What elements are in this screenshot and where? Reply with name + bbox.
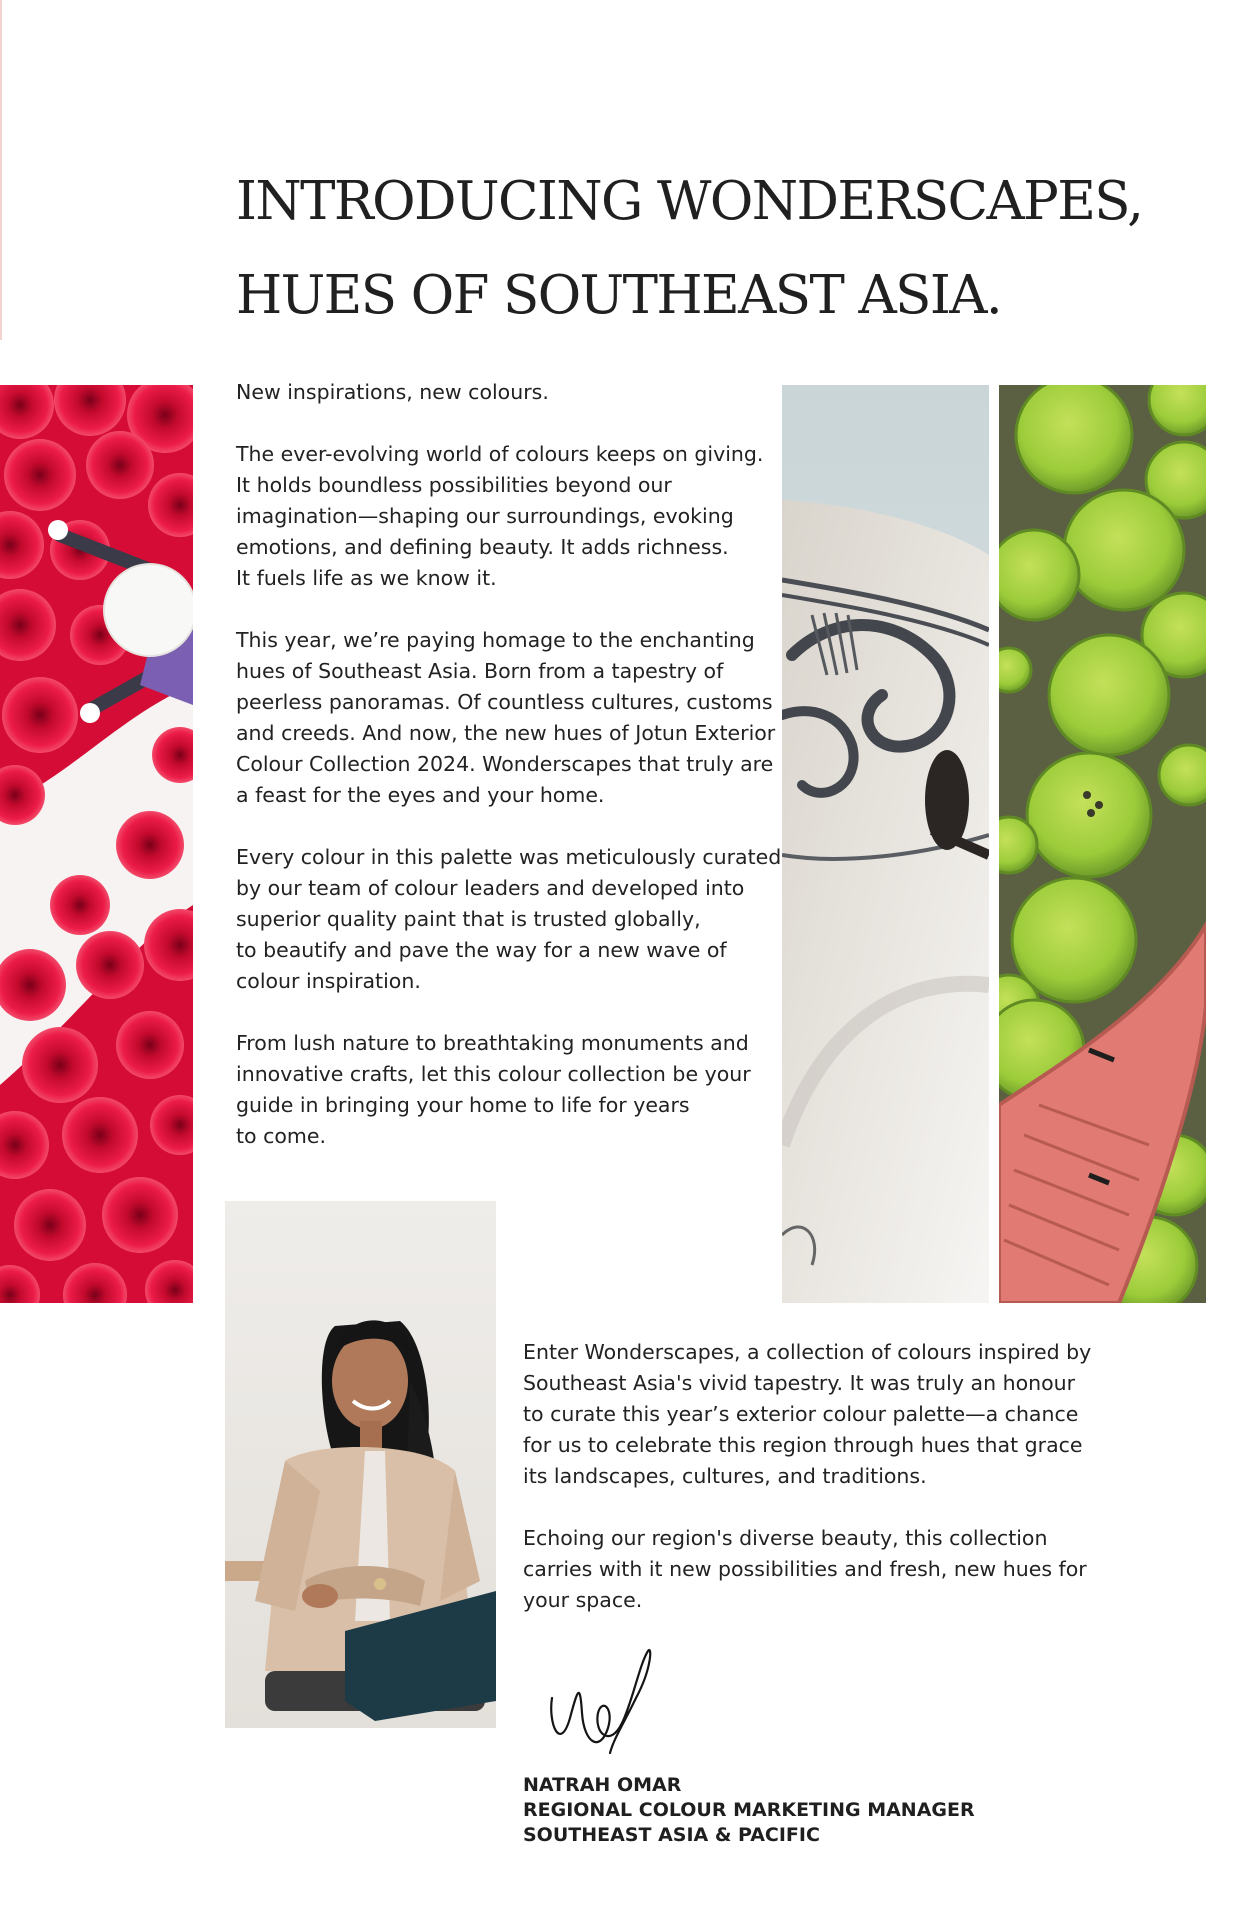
text-line: Enter Wonderscapes, a collection of colours inspired by bbox=[523, 1340, 1092, 1364]
text-line: for us to celebrate this region through hues that grace bbox=[523, 1433, 1083, 1457]
intro-paragraph-5 bbox=[236, 1028, 776, 1152]
text-line: This year, we’re paying homage to the enchanting bbox=[236, 628, 755, 652]
text-line: Southeast Asia's vivid tapestry. It was truly an honour bbox=[523, 1371, 1076, 1395]
text-line: its landscapes, cultures, and traditions. bbox=[523, 1464, 927, 1488]
text-line: innovative crafts, let this colour collection be your bbox=[236, 1062, 751, 1086]
text-line: emotions, and defining beauty. It adds richness. bbox=[236, 535, 729, 559]
intro-paragraph-2 bbox=[236, 439, 776, 594]
title-line-1: INTRODUCING WONDERSCAPES, bbox=[236, 171, 1143, 232]
incense-photo bbox=[0, 385, 193, 1303]
signoff-role: REGIONAL COLOUR MARKETING MANAGER bbox=[523, 1799, 975, 1821]
text-line: guide in bringing your home to life for years bbox=[236, 1093, 690, 1117]
text-line: your space. bbox=[523, 1588, 643, 1612]
lotus-pond-photo bbox=[999, 385, 1206, 1303]
text-line: to curate this year’s exterior colour palette—a chance bbox=[523, 1402, 1079, 1426]
intro-paragraph-4 bbox=[236, 842, 782, 997]
text-line: superior quality paint that is trusted globally, bbox=[236, 907, 701, 931]
message-paragraph-1 bbox=[523, 1337, 1123, 1492]
text-line: The ever-evolving world of colours keeps on giving. bbox=[236, 442, 764, 466]
text-line: a feast for the eyes and your home. bbox=[236, 783, 605, 807]
text-line: Every colour in this palette was meticulously curated bbox=[236, 845, 782, 869]
portrait-photo bbox=[225, 1201, 496, 1728]
intro-paragraph-1: New inspirations, new colours. bbox=[236, 380, 549, 404]
text-line: imagination—shaping our surroundings, evoking bbox=[236, 504, 734, 528]
handwritten-signature bbox=[540, 1643, 660, 1763]
page-title bbox=[236, 155, 1196, 343]
text-line: colour inspiration. bbox=[236, 969, 421, 993]
curator-message bbox=[523, 1337, 1123, 1647]
text-line: peerless panoramas. Of countless cultures, customs bbox=[236, 690, 773, 714]
text-line: carries with it new possibilities and fresh, new hues for bbox=[523, 1557, 1087, 1581]
title-line-2: HUES OF SOUTHEAST ASIA. bbox=[236, 265, 1002, 326]
signoff-region: SOUTHEAST ASIA & PACIFIC bbox=[523, 1824, 820, 1846]
text-line: Echoing our region's diverse beauty, this collection bbox=[523, 1526, 1048, 1550]
intro-text bbox=[236, 377, 782, 1152]
intro-paragraph-3 bbox=[236, 625, 776, 811]
text-line: and creeds. And now, the new hues of Jotun Exterior bbox=[236, 721, 776, 745]
text-line: From lush nature to breathtaking monuments and bbox=[236, 1031, 749, 1055]
signoff-name: NATRAH OMAR bbox=[523, 1774, 682, 1796]
text-line: It fuels life as we know it. bbox=[236, 566, 497, 590]
text-line: hues of Southeast Asia. Born from a tapestry of bbox=[236, 659, 724, 683]
text-line: Colour Collection 2024. Wonderscapes that truly are bbox=[236, 752, 774, 776]
text-line: to come. bbox=[236, 1124, 327, 1148]
text-line: to beautify and pave the way for a new wave of bbox=[236, 938, 727, 962]
text-line: by our team of colour leaders and developed into bbox=[236, 876, 745, 900]
text-line: It holds boundless possibilities beyond our bbox=[236, 473, 672, 497]
message-paragraph-2 bbox=[523, 1523, 1123, 1616]
ceramic-vessel-photo bbox=[782, 385, 989, 1303]
signoff-block bbox=[523, 1773, 975, 1848]
page-edge-line bbox=[0, 0, 2, 340]
